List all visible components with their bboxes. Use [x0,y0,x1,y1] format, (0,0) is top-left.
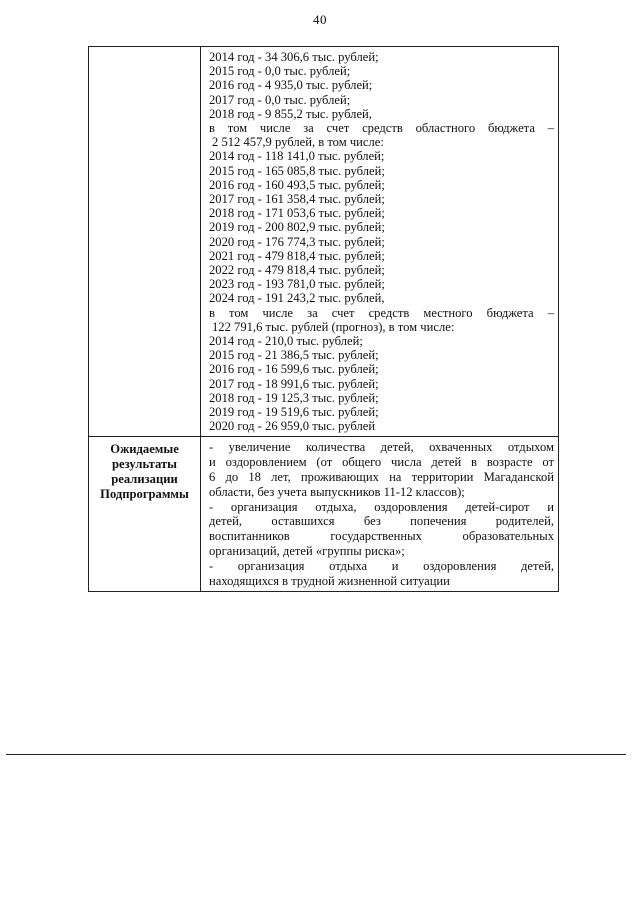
financing-line: 2018 год - 19 125,3 тыс. рублей; [209,390,379,405]
results-line: организаций, детей «группы риска»; [209,544,405,559]
financing-line: 2024 год - 191 243,2 тыс. рублей, [209,291,385,306]
results-line: - организация отдыха и оздоровления детей, [209,558,554,573]
financing-line: 2015 год - 21 386,5 тыс. рублей; [209,348,379,363]
results-label-cell [89,437,201,592]
results-line: детей, оставшихся без попечения родителей, [209,514,554,529]
results-row [89,437,559,592]
financing-content-cell [201,47,559,437]
financing-line: в том числе за счет средств областного бюджета – [209,121,554,136]
results-line: области, без учета выпускников 11-12 классов); [209,484,465,499]
financing-line: 2019 год - 19 519,6 тыс. рублей; [209,405,379,420]
subprogram-passport-table [88,46,559,592]
results-line: находящихся в трудной жизненной ситуации [209,573,450,588]
financing-line: 2015 год - 165 085,8 тыс. рублей; [209,163,385,178]
results-label-line: реализации [111,472,178,487]
financing-line: 2014 год - 210,0 тыс. рублей; [209,334,363,349]
financing-line: 122 791,6 тыс. рублей (прогноз), в том числе: [212,319,455,334]
financing-line: 2020 год - 26 959,0 тыс. рублей [209,419,376,434]
financing-line: 2021 год - 479 818,4 тыс. рублей; [209,248,385,263]
financing-line: 2017 год - 0,0 тыс. рублей; [209,92,351,107]
financing-line: 2017 год - 161 358,4 тыс. рублей; [209,192,385,207]
financing-line: в том числе за счет средств местного бюджета – [209,305,554,320]
results-line: 6 до 18 лет, проживающих на территории Магаданской [209,470,554,485]
financing-line: 2023 год - 193 781,0 тыс. рублей; [209,277,385,292]
financing-line: 2018 год - 9 855,2 тыс. рублей, [209,106,372,121]
financing-line: 2014 год - 118 141,0 тыс. рублей; [209,149,385,164]
results-label-line: результаты [112,457,177,472]
page-number: 40 [313,12,327,27]
results-label-line: Подпрограммы [100,487,189,502]
results-line: и оздоровлением (от общего числа детей в возрасте от [209,455,554,470]
financing-lines [209,50,554,433]
footer-rule [6,754,626,755]
results-label-line: Ожидаемые [110,442,179,457]
financing-line: 2017 год - 18 991,6 тыс. рублей; [209,376,379,391]
results-line: - организация отдыха, оздоровления детей-сирот и [209,499,554,514]
financing-label-cell [89,47,201,437]
financing-line: 2015 год - 0,0 тыс. рублей; [209,64,351,79]
financing-line: 2018 год - 171 053,6 тыс. рублей; [209,206,385,221]
financing-line: 2020 год - 176 774,3 тыс. рублей; [209,234,385,249]
financing-line: 2022 год - 479 818,4 тыс. рублей; [209,263,385,278]
results-line: воспитанников государственных образовательных [209,529,554,544]
results-lines [209,440,554,588]
financing-line: 2 512 457,9 рублей, в том числе: [212,135,384,150]
financing-line: 2019 год - 200 802,9 тыс. рублей; [209,220,385,235]
financing-line: 2016 год - 4 935,0 тыс. рублей; [209,78,373,93]
results-content-cell [201,437,559,592]
results-line: - увеличение количества детей, охваченных отдыхом [209,440,554,455]
financing-row [89,47,559,437]
financing-line: 2016 год - 16 599,6 тыс. рублей; [209,362,379,377]
financing-line: 2016 год - 160 493,5 тыс. рублей; [209,177,385,192]
results-label [89,437,200,502]
financing-line: 2014 год - 34 306,6 тыс. рублей; [209,50,379,64]
